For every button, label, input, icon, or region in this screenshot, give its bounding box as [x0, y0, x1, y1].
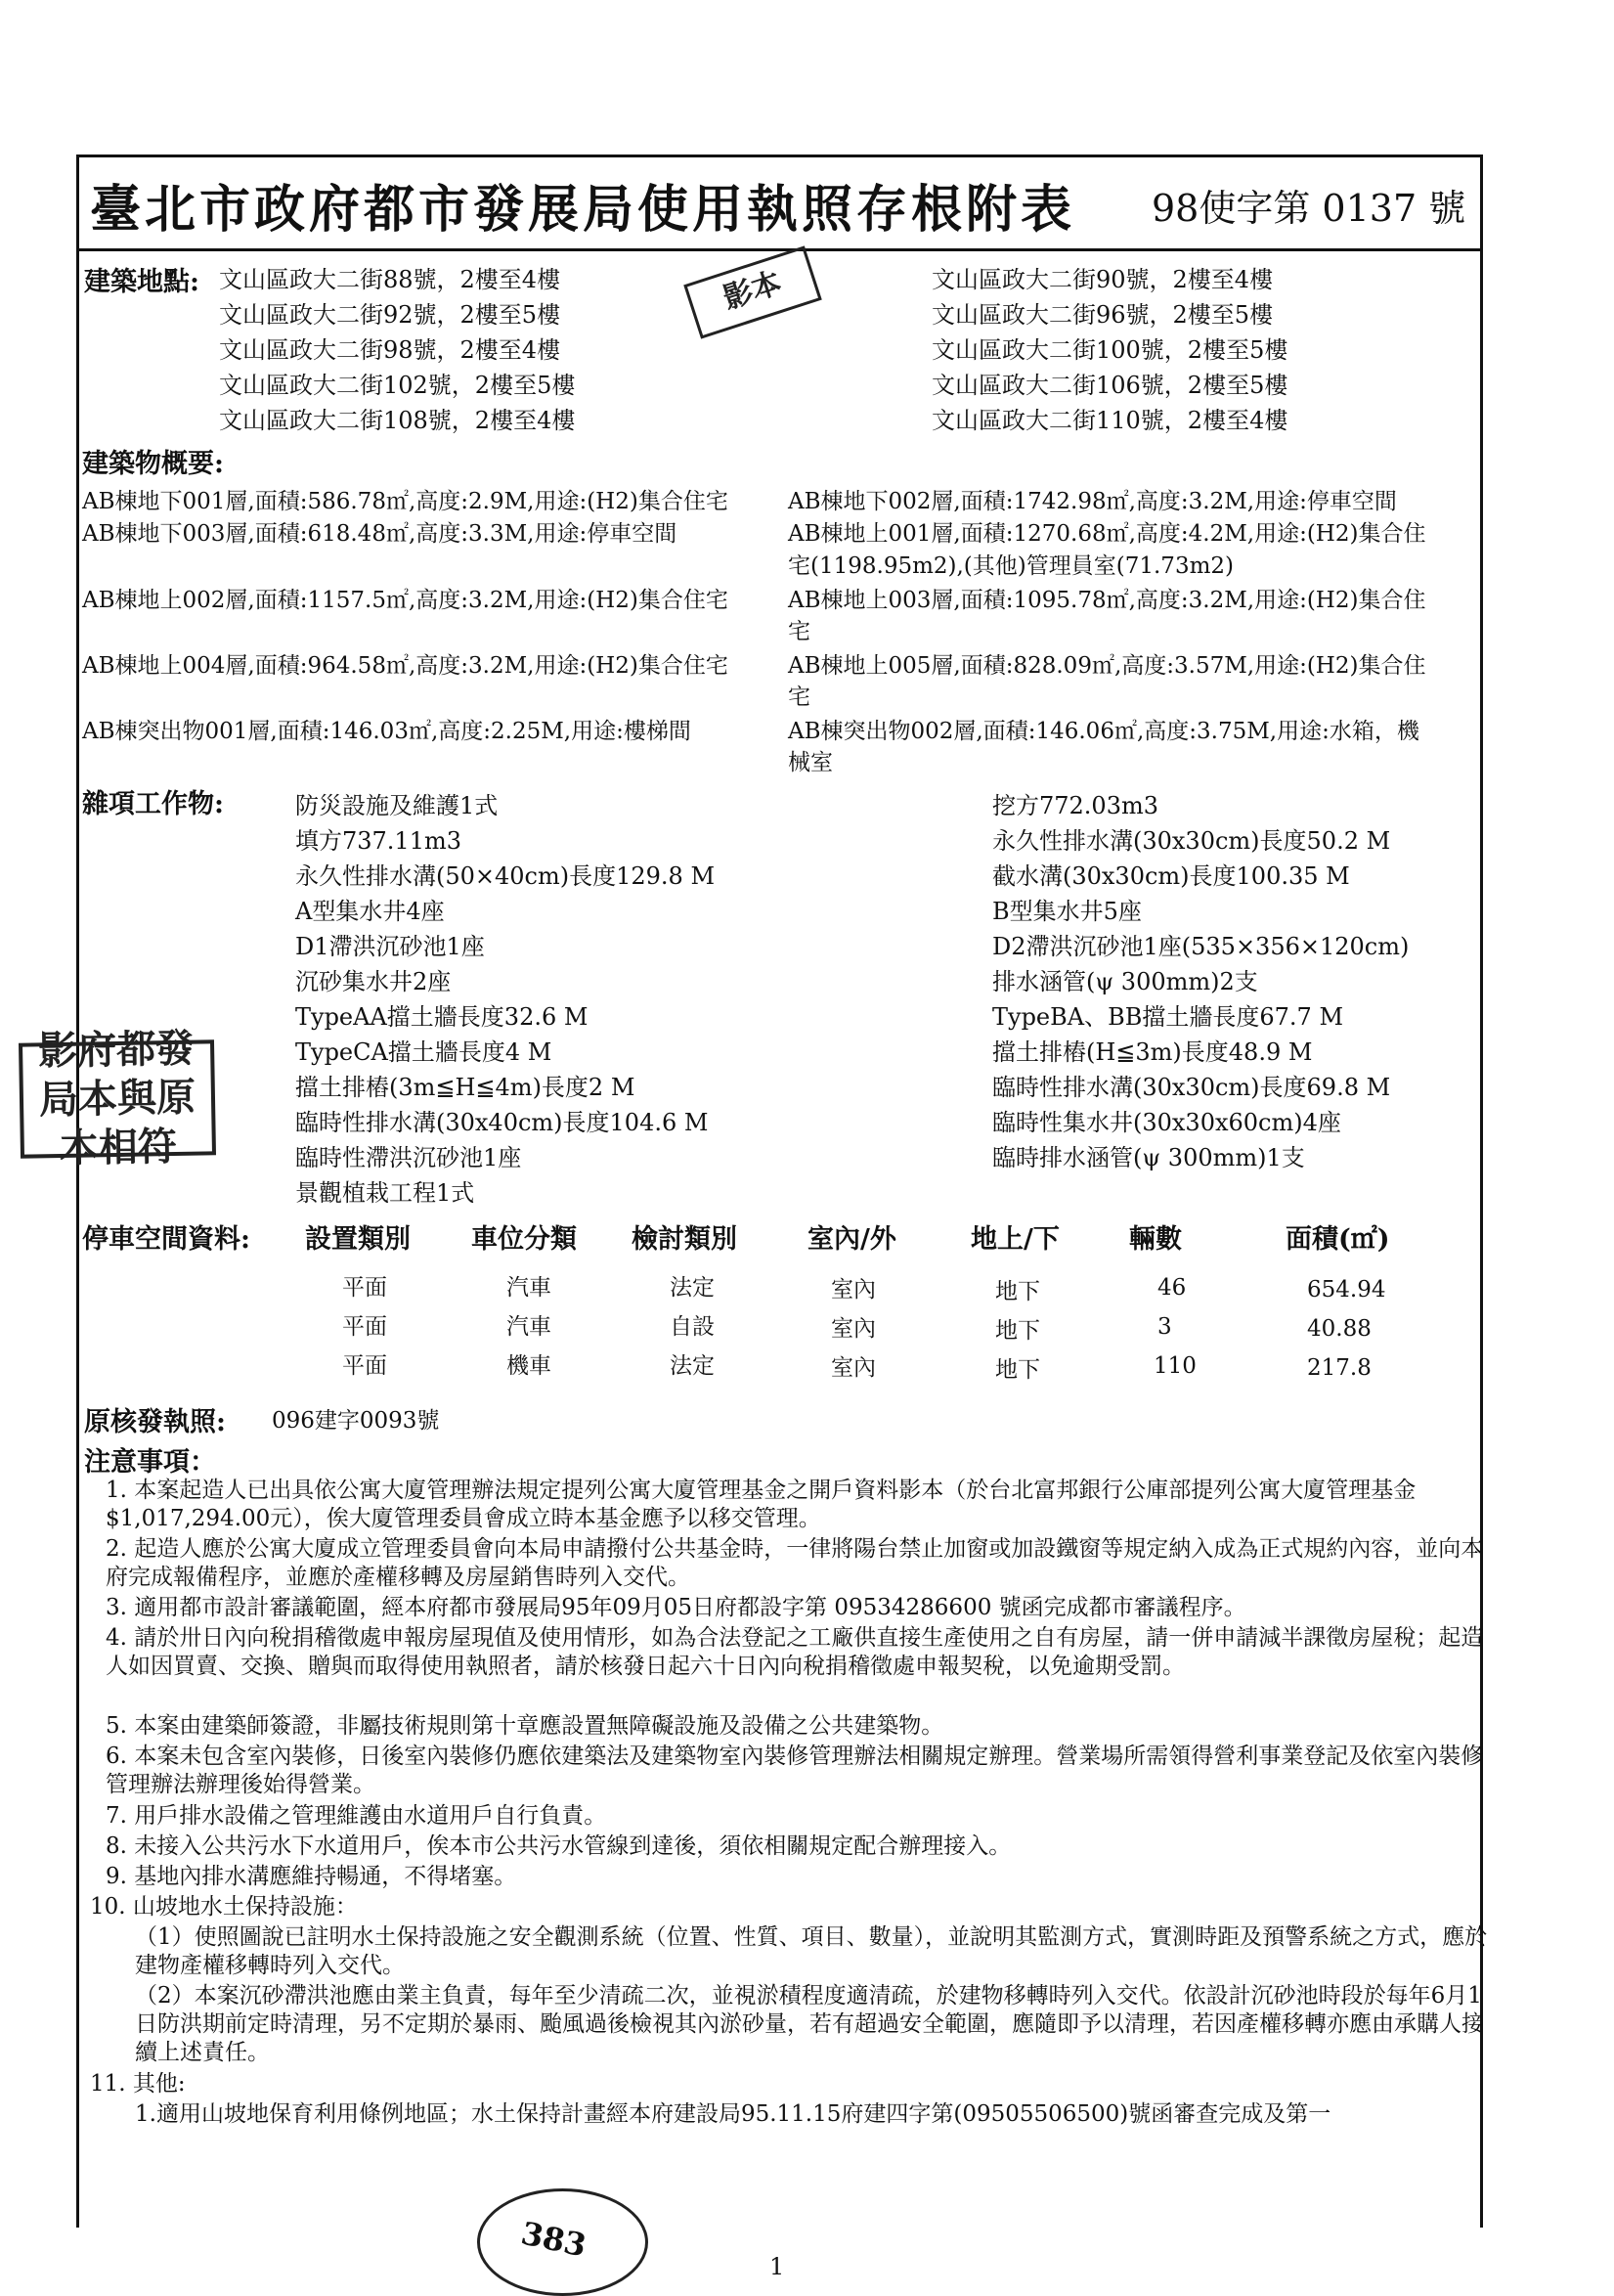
overview-left-item: AB棟地下003層,面積:618.48㎡,高度:3.3M,用途:停車空間 [82, 521, 677, 547]
parking-cell: 654.94 [1307, 1277, 1386, 1303]
misc-work-item: TypeBA、BB擋土牆長度67.7 M [992, 1003, 1344, 1031]
location-left-item: 文山區政大二街92號，2樓至5樓 [219, 301, 561, 329]
document-title: 臺北市政府都市發展局使用執照存根附表 [90, 180, 1076, 240]
overview-right-item: 宅(1198.95m2),(其他)管理員室(71.73m2) [788, 553, 1234, 579]
parking-cell: 室內 [831, 1355, 876, 1381]
parking-cell: 46 [1157, 1275, 1187, 1301]
note-item: 7. 用戶排水設備之管理維護由水道用戶自行負責。 [106, 1803, 607, 1829]
misc-work-item: D1滯洪沉砂池1座 [295, 933, 485, 960]
parking-header-cell: 設置類別 [305, 1224, 411, 1255]
note-item: 6. 本案未包含室內裝修，日後室內裝修仍應依建築法及建築物室內裝修管理辦法相關規定辦理。營業場所需領得營利事業登記及依室內裝修管理辦法辦理後始得營業。 [106, 1744, 1484, 1797]
frame-left-border [76, 155, 79, 2228]
parking-label: 停車空間資料: [82, 1224, 250, 1255]
parking-cell: 平面 [342, 1314, 387, 1340]
misc-work-item: TypeCA擋土牆長度4 M [295, 1038, 552, 1066]
note-item: 1.適用山坡地保育利用條例地區；水土保持計畫經本府建設局95.11.15府建四字第(09505506500)號函審查完成及第一 [135, 2101, 1331, 2127]
overview-right-item: AB棟地上005層,面積:828.09㎡,高度:3.57M,用途:(H2)集合住 [788, 653, 1426, 679]
location-left-item: 文山區政大二街88號，2樓至4樓 [219, 266, 561, 293]
overview-right-item: AB棟地下002層,面積:1742.98㎡,高度:3.2M,用途:停車空間 [788, 489, 1397, 514]
parking-cell: 機車 [506, 1353, 551, 1379]
overview-right-item: AB棟突出物002層,面積:146.06㎡,高度:3.75M,用途:水箱，機 [788, 719, 1419, 744]
parking-cell: 平面 [342, 1353, 387, 1379]
copy-stamp: 影本 [683, 245, 822, 338]
overview-label: 建築物概要: [82, 449, 224, 479]
note-item: 2. 起造人應於公寓大廈成立管理委員會向本局申請撥付公共基金時，一律將陽台禁止加窗或加設鐵窗等規定納入成為正式規約內容，並向本府完成報備程序，並應於產權移轉及房屋銷售時列入交代。 [106, 1536, 1484, 1590]
note-item: 9. 基地內排水溝應維持暢通，不得堵塞。 [106, 1864, 517, 1889]
overview-right-item: 械室 [788, 750, 833, 775]
permit-number: 98使字第 0137 號 [1152, 187, 1466, 230]
parking-cell: 汽車 [506, 1275, 551, 1301]
note-item: 11. 其他: [90, 2071, 186, 2097]
parking-cell: 汽車 [506, 1314, 551, 1340]
misc-work-item: 沉砂集水井2座 [295, 968, 452, 995]
seal-stamp: 383 [477, 2188, 648, 2296]
note-item: 3. 適用都市設計審議範圍，經本府都市發展局95年09月05日府都設字第 09534286600 號函完成都市審議程序。 [106, 1595, 1246, 1620]
misc-work-item: A型集水井4座 [295, 898, 445, 925]
original-permit-label: 原核發執照: [84, 1407, 226, 1437]
note-item: 5. 本案由建築師簽證，非屬技術規則第十章應設置無障礙設施及設備之公共建築物。 [106, 1713, 944, 1739]
location-right-item: 文山區政大二街110號，2樓至4樓 [932, 407, 1288, 434]
misc-work-item: 截水溝(30x30cm)長度100.35 M [992, 862, 1350, 890]
location-left-item: 文山區政大二街98號，2樓至4樓 [219, 336, 561, 364]
misc-work-item: 臨時性排水溝(30x30cm)長度69.8 M [992, 1074, 1391, 1101]
misc-work-item: TypeAA擋土牆長度32.6 M [295, 1003, 589, 1031]
overview-right-item: 宅 [788, 619, 810, 644]
misc-work-item: 防災設施及維護1式 [295, 792, 499, 819]
overview-right-item: AB棟地上003層,面積:1095.78㎡,高度:3.2M,用途:(H2)集合住 [788, 588, 1426, 613]
location-left-item: 文山區政大二街108號，2樓至4樓 [219, 407, 576, 434]
parking-header-cell: 面積(㎡) [1286, 1224, 1390, 1255]
location-right-item: 文山區政大二街106號，2樓至5樓 [932, 372, 1288, 399]
misc-work-item: 擋土排樁(3m≦H≦4m)長度2 M [295, 1074, 635, 1101]
overview-left-item: AB棟地上002層,面積:1157.5㎡,高度:3.2M,用途:(H2)集合住宅 [82, 588, 728, 613]
misc-work-item: 挖方772.03m3 [992, 792, 1159, 819]
misc-work-item: 排水涵管(ψ 300mm)2支 [992, 968, 1258, 995]
frame-top-border [76, 155, 1482, 157]
certified-copy-stamp: 影 府 都 發 局 本 與 原 本 相 符 [19, 1039, 216, 1158]
overview-right-item: 宅 [788, 684, 810, 710]
parking-cell: 室內 [831, 1277, 876, 1303]
parking-cell: 法定 [670, 1353, 715, 1379]
location-left-item: 文山區政大二街102號，2樓至5樓 [219, 372, 576, 399]
parking-cell: 地下 [995, 1357, 1040, 1383]
note-item: 10. 山坡地水土保持設施： [90, 1894, 358, 1920]
note-item: （1）使照圖說已註明水土保持設施之安全觀測系統（位置、性質、項目、數量），並說明其監測方式，實測時距及預警系統之方式，應於建物產權移轉時列入交代。 [135, 1924, 1488, 1978]
parking-header-cell: 車位分類 [471, 1224, 577, 1255]
misc-works-label: 雜項工作物: [82, 789, 224, 819]
original-permit-value: 096建字0093號 [272, 1408, 440, 1434]
overview-left-item: AB棟地上004層,面積:964.58㎡,高度:3.2M,用途:(H2)集合住宅 [82, 653, 728, 679]
misc-work-item: 臨時性集水井(30x30x60cm)4座 [992, 1109, 1341, 1136]
note-item: 4. 請於卅日內向稅捐稽徵處申報房屋現值及使用情形，如為合法登記之工廠供直接生產使用之自有房屋，請一併申請減半課徵房屋稅；起造人如因買賣、交換、贈與而取得使用執照者，請於核發日起六十日內向稅捐稽徵處申報契稅，以免逾期受罰。 [106, 1625, 1484, 1679]
parking-cell: 地下 [995, 1318, 1040, 1344]
misc-work-item: B型集水井5座 [992, 898, 1142, 925]
note-item: 1. 本案起造人已出具依公寓大廈管理辦法規定提列公寓大廈管理基金之開戶資料影本（於台北富邦銀行公庫部提列公寓大廈管理基金$1,017,294.00元），俟大廈管理委員會成立時本基金應予以移交管理。 [106, 1478, 1417, 1531]
misc-work-item: D2滯洪沉砂池1座(535×356×120cm) [992, 933, 1410, 960]
parking-cell: 110 [1154, 1353, 1197, 1379]
parking-header-cell: 檢討類別 [632, 1224, 737, 1255]
frame-right-border [1480, 155, 1483, 2228]
misc-work-item: 景觀植栽工程1式 [295, 1179, 475, 1207]
parking-cell: 40.88 [1307, 1316, 1372, 1342]
notes-label: 注意事項： [84, 1447, 216, 1478]
misc-work-item: 臨時性排水溝(30x40cm)長度104.6 M [295, 1109, 709, 1136]
note-item: 8. 未接入公共污水下水道用戶，俟本市公共污水管線到達後，須依相關規定配合辦理接入。 [106, 1833, 1012, 1859]
page-number: 1 [769, 2253, 785, 2280]
location-right-item: 文山區政大二街100號，2樓至5樓 [932, 336, 1288, 364]
parking-cell: 217.8 [1307, 1355, 1372, 1381]
misc-work-item: 填方737.11m3 [295, 827, 462, 855]
misc-work-item: 永久性排水溝(50×40cm)長度129.8 M [295, 862, 716, 890]
parking-header-cell: 輛數 [1129, 1224, 1182, 1255]
parking-header-cell: 室內/外 [807, 1224, 896, 1255]
parking-cell: 自設 [670, 1314, 715, 1340]
overview-right-item: AB棟地上001層,面積:1270.68㎡,高度:4.2M,用途:(H2)集合住 [788, 521, 1426, 547]
misc-work-item: 臨時排水涵管(ψ 300mm)1支 [992, 1144, 1305, 1171]
location-label: 建築地點: [84, 267, 199, 297]
parking-header-cell: 地上/下 [971, 1224, 1060, 1255]
parking-cell: 法定 [670, 1275, 715, 1301]
overview-left-item: AB棟地下001層,面積:586.78㎡,高度:2.9M,用途:(H2)集合住宅 [82, 489, 728, 514]
parking-cell: 室內 [831, 1316, 876, 1342]
note-item: （2）本案沉砂滯洪池應由業主負責，每年至少清疏二次，並視淤積程度適清疏，於建物移轉時列入交代。依設計沉砂池時段於每年6月1日防洪期前定時清理，另不定期於暴雨、颱風過後檢視其內淤砂量，若有超過安全範圍，應隨即予以清理，若因產權移轉亦應由承購人接續上述責任。 [135, 1983, 1484, 2065]
parking-cell: 3 [1157, 1314, 1172, 1340]
parking-cell: 平面 [342, 1275, 387, 1301]
overview-left-item: AB棟突出物001層,面積:146.03㎡,高度:2.25M,用途:樓梯間 [82, 719, 691, 744]
misc-work-item: 擋土排樁(H≦3m)長度48.9 M [992, 1038, 1313, 1066]
misc-work-item: 臨時性滯洪沉砂池1座 [295, 1144, 522, 1171]
location-right-item: 文山區政大二街90號，2樓至4樓 [932, 266, 1274, 293]
location-right-item: 文山區政大二街96號，2樓至5樓 [932, 301, 1274, 329]
parking-cell: 地下 [995, 1279, 1040, 1304]
title-divider [76, 248, 1482, 251]
misc-work-item: 永久性排水溝(30x30cm)長度50.2 M [992, 827, 1391, 855]
